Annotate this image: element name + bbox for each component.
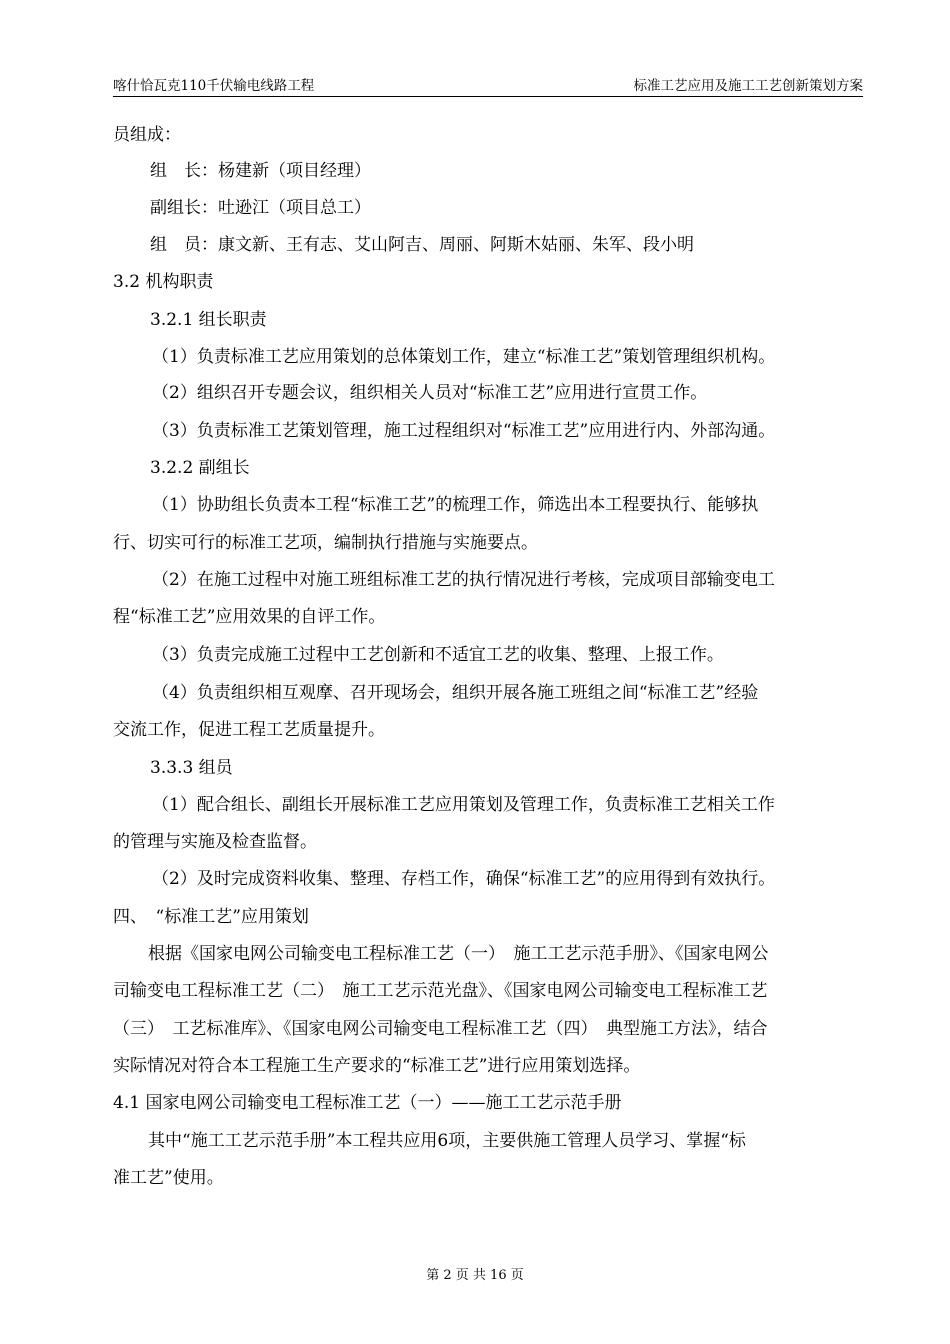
text-line: （2）及时完成资料收集、整理、存档工作，确保“标准工艺”的应用得到有效执行。 [152,869,776,889]
section-heading: 3.2 机构职责 [113,272,214,292]
text-line: （2）在施工过程中对施工班组标准工艺的执行情况进行考核，完成项目部输变电工 [152,570,775,590]
text-line: 其中“施工工艺示范手册”本工程共应用6项，主要供施工管理人员学习、掌握“标 [148,1131,746,1151]
section-heading: 四、 “标准工艺”应用策划 [113,907,309,927]
text-line: （2）组织召开专题会议，组织相关人员对“标准工艺”应用进行宣贯工作。 [152,383,708,403]
text-line: （3）负责完成施工过程中工艺创新和不适宜工艺的收集、整理、上报工作。 [152,645,724,665]
text-line: 组 员：康文新、王有志、艾山阿吉、周丽、阿斯木姑丽、朱军、段小明 [150,235,694,255]
subsection-heading: 3.2.2 副组长 [150,458,250,478]
text-line: 司输变电工程标准工艺（二） 施工工艺示范光盘》、《国家电网公司输变电工程标准工艺 [113,981,768,1001]
text-line: 行、切实可行的标准工艺项，编制执行措施与实施要点。 [113,533,538,553]
text-line: 实际情况对符合本工程施工生产要求的“标准工艺”进行应用策划选择。 [113,1056,641,1076]
text-line: （三） 工艺标准库》、《国家电网公司输变电工程标准工艺（四） 典型施工方法》，结合 [113,1019,768,1039]
text-line: 的管理与实施及检查监督。 [113,832,317,852]
text-line: （3）负责标准工艺策划管理，施工过程组织对“标准工艺”应用进行内、外部沟通。 [152,421,776,441]
text-line: 组 长：杨建新（项目经理） [150,161,371,181]
page-footer: 第 2 页 共 16 页 [426,1268,524,1283]
header-document-title: 标准工艺应用及施工工艺创新策划方案 [633,78,863,94]
text-line: 副组长：吐逊江（项目总工） [150,198,371,218]
text-line: 程“标准工艺”应用效果的自评工作。 [113,607,386,627]
text-line: （4）负责组织相互观摩、召开现场会，组织开展各施工班组之间“标准工艺”经验 [152,683,759,703]
section-heading: 4.1 国家电网公司输变电工程标准工艺（一）——施工工艺示范手册 [113,1093,622,1113]
page-header [113,78,863,97]
text-line: （1）负责标准工艺应用策划的总体策划工作，建立“标准工艺”策划管理组织机构。 [152,347,776,367]
subsection-heading: 3.2.1 组长职责 [150,310,267,330]
text-line: （1）协助组长负责本工程“标准工艺”的梳理工作，筛选出本工程要执行、能够执 [152,495,759,515]
text-line: （1）配合组长、副组长开展标准工艺应用策划及管理工作，负责标准工艺相关工作 [152,795,775,815]
text-line: 员组成： [113,125,181,145]
text-line: 准工艺”使用。 [113,1168,224,1188]
text-line: 根据《国家电网公司输变电工程标准工艺（一） 施工工艺示范手册》、《国家电网公 [148,944,769,964]
header-project-name: 喀什恰瓦克110千伏输电线路工程 [113,78,315,94]
subsection-heading: 3.3.3 组员 [150,758,233,778]
text-line: 交流工作，促进工程工艺质量提升。 [113,720,385,740]
